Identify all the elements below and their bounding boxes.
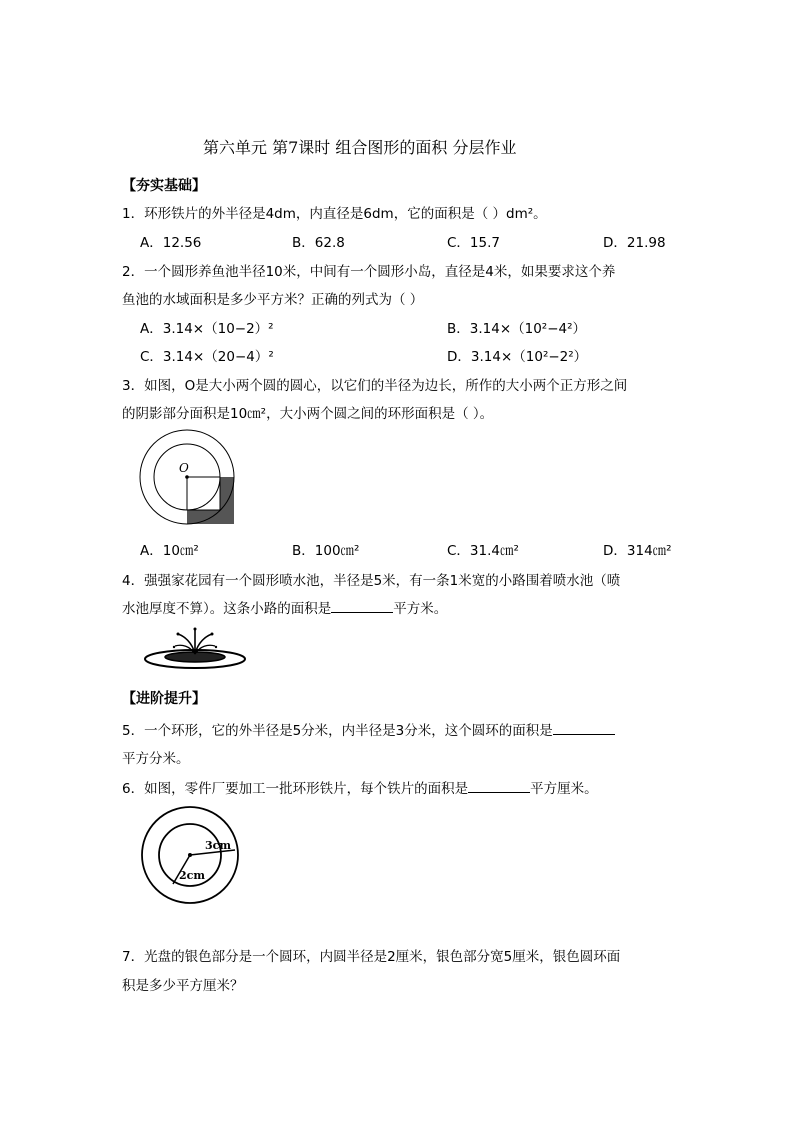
question-4-unit: 平方米。 — [393, 601, 448, 617]
question-2-option-d: D．3.14×（10²−2²） — [447, 349, 588, 365]
fountain-figure — [142, 624, 252, 674]
question-3-option-c: C．31.4㎝² — [447, 543, 519, 559]
center-point — [185, 475, 189, 479]
answer-blank[interactable] — [331, 600, 393, 613]
question-1-option-b: B．62.8 — [292, 235, 345, 251]
question-2-option-a: A．3.14×（10−2）² — [140, 321, 274, 337]
question-2-option-c: C．3.14×（20−4）² — [140, 349, 274, 365]
question-4-line-2-text: 水池厚度不算）。这条小路的面积是 — [122, 601, 332, 617]
question-5-line-2: 平方分米。 — [122, 751, 190, 767]
question-3-line-2: 的阴影部分面积是10㎝²，大小两个圆之间的环形面积是（ ）。 — [122, 406, 494, 422]
question-3-figure — [140, 430, 240, 530]
question-1-text: 1．环形铁片的外半径是4dm，内直径是6dm，它的面积是（ ）dm²。 — [122, 206, 547, 222]
question-5-line-1-text: 5．一个环形，它的外半径是5分米，内半径是3分米，这个圆环的面积是 — [122, 723, 553, 739]
question-6-text — [122, 777, 598, 797]
question-1-option-a: A．12.56 — [140, 235, 202, 251]
question-3-line-1: 3．如图，O是大小两个圆的圆心，以它们的半径为边长，所作的大小两个正方形之间 — [122, 378, 628, 394]
inner-radius-label: 2cm — [179, 869, 205, 882]
question-3-option-d: D．314㎝² — [603, 543, 672, 559]
question-3-option-a: A．10㎝² — [140, 543, 199, 559]
question-7-line-2: 积是多少平方厘米？ — [122, 978, 244, 994]
question-6-unit: 平方厘米。 — [530, 781, 598, 797]
question-4-line-1: 4．强强家花园有一个圆形喷水池，半径是5米，有一条1米宽的小路围着喷水池（喷 — [122, 573, 621, 589]
center-label: O — [179, 461, 189, 475]
question-4-line-2 — [122, 597, 447, 617]
question-2-line-1: 2．一个圆形养鱼池半径10米，中间有一个圆形小岛，直径是4米，如果要求这个养 — [122, 264, 616, 280]
page-title: 第六单元 第7课时 组合图形的面积 分层作业 — [203, 138, 517, 157]
question-1-option-c: C．15.7 — [447, 235, 500, 251]
question-6-text-a: 6．如图，零件厂要加工一批环形铁片，每个铁片的面积是 — [122, 781, 469, 797]
question-6-figure — [140, 805, 250, 915]
question-1-option-d: D．21.98 — [603, 235, 666, 251]
question-3-option-b: B．100㎝² — [292, 543, 360, 559]
answer-blank[interactable] — [468, 780, 530, 793]
answer-blank[interactable] — [553, 722, 615, 735]
question-2-line-2: 鱼池的水域面积是多少平方米？正确的列式为（ ） — [122, 292, 424, 308]
section-advanced-heading: 【进阶提升】 — [122, 691, 206, 707]
question-5-line-1 — [122, 719, 615, 739]
section-basic-heading: 【夯实基础】 — [122, 178, 206, 194]
question-7-line-1: 7．光盘的银色部分是一个圆环，内圆半径是2厘米，银色部分宽5厘米，银色圆环面 — [122, 949, 621, 965]
question-2-option-b: B．3.14×（10²−4²） — [447, 321, 587, 337]
outer-radius-label: 3cm — [205, 839, 231, 852]
